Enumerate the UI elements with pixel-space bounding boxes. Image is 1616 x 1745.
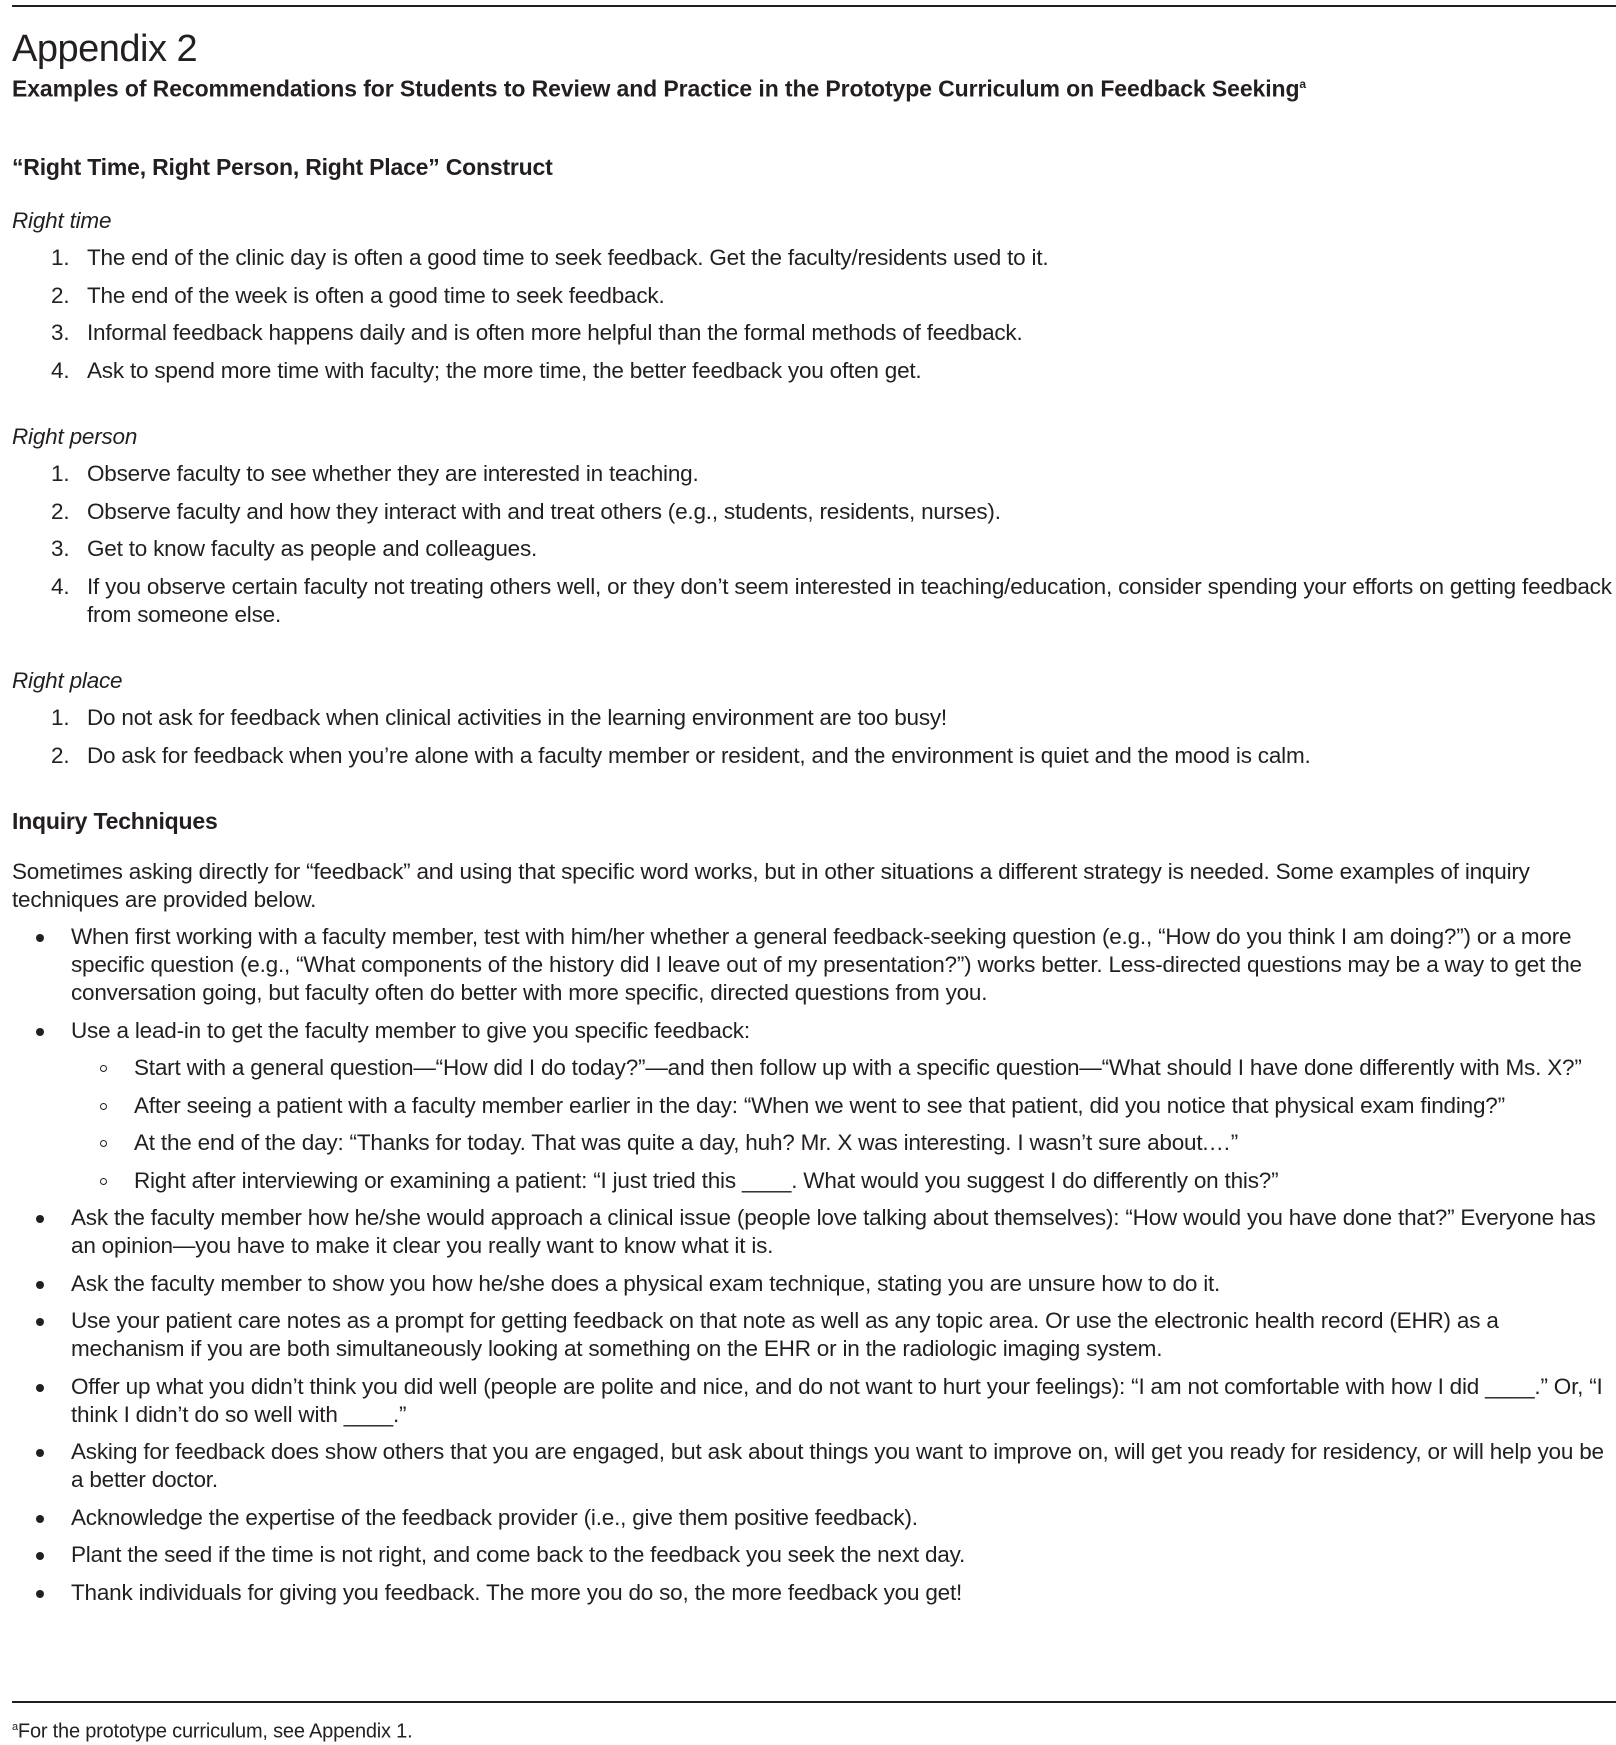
item-text: Offer up what you didn’t think you did well (people are polite and nice, and do not want to hurt your feelings): “I am not comfortable with how I did ____.” Or, “I think I didn’t do so well with ____.”: [71, 1373, 1603, 1427]
list-item: [12, 1373, 1612, 1429]
appendix-subtitle: [12, 70, 1612, 103]
bullet-icon: [36, 1028, 44, 1036]
right-time-list: [12, 244, 1612, 385]
top-rule: [12, 5, 1616, 7]
circle-bullet-icon: [100, 1140, 107, 1147]
bullet-icon: [36, 1552, 44, 1560]
item-text: After seeing a patient with a faculty member earlier in the day: “When we went to see that patient, did you notice that physical exam finding?”: [134, 1092, 1505, 1118]
list-item: [12, 923, 1612, 1007]
right-place-label: Right place: [12, 667, 123, 693]
item-text: Informal feedback happens daily and is often more helpful than the formal methods of feedback.: [87, 320, 1023, 346]
subtitle-text: Examples of Recommendations for Students to Review and Practice in the Prototype Curriculum on Feedback Seeking: [12, 75, 1300, 102]
item-text: Right after interviewing or examining a patient: “I just tried this ____. What would you suggest I do differently on this?”: [134, 1167, 1279, 1193]
item-text: Start with a general question—“How did I do today?”—and then follow up with a specific question—“What should I have done differently with Ms. X?”: [134, 1055, 1582, 1081]
item-number: 2.: [51, 742, 70, 768]
item-text: Use your patient care notes as a prompt for getting feedback on that note as well as any topic area. Or use the electronic health record (EHR) as a mechanism if you are both simultaneously looking at something on the EHR or in the radiologic imaging system.: [71, 1308, 1499, 1362]
item-text: Do ask for feedback when you’re alone with a faculty member or resident, and the environment is quiet and the mood is calm.: [87, 742, 1311, 768]
item-number: 1.: [51, 705, 70, 731]
bullet-icon: [36, 1215, 44, 1223]
list-item: [12, 704, 1612, 732]
appendix-title: Appendix 2: [12, 28, 198, 70]
item-number: 4.: [51, 573, 70, 599]
appendix-content: [12, 26, 1612, 1607]
bullet-icon: [36, 934, 44, 942]
item-number: 2.: [51, 282, 70, 308]
item-number: 2.: [51, 498, 70, 524]
item-text: Ask to spend more time with faculty; the more time, the better feedback you often get.: [87, 357, 922, 383]
list-item: [12, 1438, 1612, 1494]
sub-list-item: [12, 1129, 1612, 1157]
item-text: Thank individuals for giving you feedback. The more you do so, the more feedback you get!: [71, 1579, 963, 1605]
bullet-icon: [36, 1590, 44, 1598]
item-text: If you observe certain faculty not treating others well, or they don’t seem interested in teaching/education, consider spending your efforts on getting feedback from someone else.: [87, 573, 1612, 627]
item-text: The end of the week is often a good time to seek feedback.: [87, 282, 665, 308]
footnote-mark: a: [1299, 77, 1306, 91]
sub-list-item: [12, 1054, 1612, 1082]
item-text: At the end of the day: “Thanks for today. That was quite a day, huh? Mr. X was interesting. I wasn’t sure about.…”: [134, 1130, 1239, 1156]
list-item: [12, 1204, 1612, 1260]
right-person-list: [12, 460, 1612, 629]
sub-list: [71, 1054, 1612, 1195]
bullet-icon: [36, 1515, 44, 1523]
item-text: Do not ask for feedback when clinical activities in the learning environment are too busy!: [87, 705, 947, 731]
item-text: Ask the faculty member to show you how he/she does a physical exam technique, stating you are unsure how to do it.: [71, 1270, 1221, 1296]
item-text: Asking for feedback does show others that you are engaged, but ask about things you want to improve on, will get you ready for residency, or will help you be a better doctor.: [71, 1439, 1604, 1493]
item-text: Observe faculty to see whether they are interested in teaching.: [87, 461, 699, 487]
item-number: 4.: [51, 357, 70, 383]
item-text: When first working with a faculty member, test with him/her whether a general feedback-seeking question (e.g., “How do you think I am doing?”) or a more specific question (e.g., “What components of the history did I leave out of my presentation?”) works better. Less-directed questions may be a way to get the conversation going, but faculty often do better with more specific, directed questions from you.: [71, 924, 1582, 1006]
item-text: Acknowledge the expertise of the feedback provider (i.e., give them positive feedback).: [71, 1504, 918, 1530]
footnote-text: For the prototype curriculum, see Appendix 1.: [17, 1720, 413, 1743]
bullet-icon: [36, 1281, 44, 1289]
bullet-icon: [36, 1318, 44, 1326]
item-text: Ask the faculty member how he/she would approach a clinical issue (people love talking about themselves): “How would you have done that?” Everyone has an opinion—you have to make it clear you really want to know what it is.: [71, 1205, 1596, 1259]
bullet-icon: [36, 1449, 44, 1457]
footnote-mark: a: [12, 1721, 18, 1733]
list-item: [12, 244, 1612, 272]
list-item: [12, 535, 1612, 563]
item-text: Observe faculty and how they interact with and treat others (e.g., students, residents, nurses).: [87, 498, 1001, 524]
bullet-icon: [36, 1384, 44, 1392]
list-item: [12, 1017, 1612, 1195]
circle-bullet-icon: [100, 1065, 107, 1072]
inquiry-heading: Inquiry Techniques: [12, 807, 218, 834]
list-item: [12, 498, 1612, 526]
footnote-rule: [12, 1701, 1616, 1703]
list-item: [12, 1579, 1612, 1607]
item-text: Get to know faculty as people and colleagues.: [87, 536, 538, 562]
circle-bullet-icon: [100, 1178, 107, 1185]
list-item: [12, 1504, 1612, 1532]
item-number: 1.: [51, 245, 70, 271]
item-number: 1.: [51, 461, 70, 487]
inquiry-list: [12, 923, 1612, 1607]
list-item: [12, 742, 1612, 770]
list-item: [12, 319, 1612, 347]
right-place-list: [12, 704, 1612, 770]
item-number: 3.: [51, 536, 70, 562]
footnote: [12, 1714, 412, 1745]
item-text: The end of the clinic day is often a good time to seek feedback. Get the faculty/residents used to it.: [87, 245, 1049, 271]
list-item: [12, 282, 1612, 310]
item-number: 3.: [51, 320, 70, 346]
right-person-label: Right person: [12, 423, 138, 449]
list-item: [12, 1307, 1612, 1363]
list-item: [12, 1270, 1612, 1298]
right-time-label: Right time: [12, 207, 112, 233]
list-item: [12, 357, 1612, 385]
inquiry-intro: Sometimes asking directly for “feedback” and using that specific word works, but in other situations a different strategy is needed. Some examples of inquiry techniques are provided below.: [12, 858, 1530, 912]
circle-bullet-icon: [100, 1103, 107, 1110]
item-text: Plant the seed if the time is not right, and come back to the feedback you seek the next day.: [71, 1542, 966, 1568]
construct-heading: “Right Time, Right Person, Right Place” Construct: [12, 153, 553, 180]
sub-list-item: [12, 1092, 1612, 1120]
list-item: [12, 1541, 1612, 1569]
item-text: Use a lead-in to get the faculty member to give you specific feedback:: [71, 1017, 750, 1043]
sub-list-item: [12, 1167, 1612, 1195]
list-item: [12, 460, 1612, 488]
list-item: [12, 573, 1612, 629]
